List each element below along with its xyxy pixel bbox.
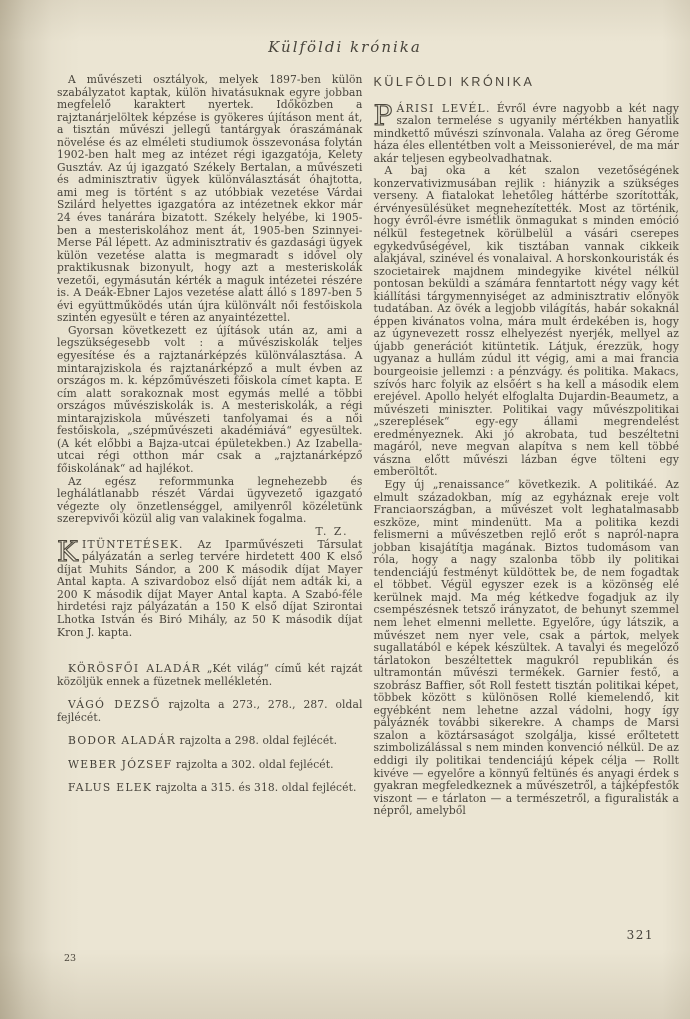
paragraph-paris-letter xyxy=(373,98,680,166)
paris-letter-heading: ÁRISI LEVÉL. xyxy=(396,101,491,115)
notice-vago xyxy=(57,699,363,724)
notice-bodor-text: rajzolta a 298. oldal fejlécét. xyxy=(176,734,338,748)
paris-letter-body: Évről évre nagyobb a két nagy szalon termelése s ugyanily mértékben hanyatlik mindkettő művészi színvonala. Valaha az öreg Gérome háza éles ellentétben volt a Meissonierével, de ma már akár teljesen egybeolvadhatnak. xyxy=(373,101,679,165)
paragraph-art-departments: A művészeti osztályok, melyek 1897-ben külön szabályzatot kaptak, külön hivatásuknak egyre jobban megfelelő karaktert nyertek. Időközben a rajztanárjelöltek képzése is gyökeres újításon ment át, a tisztán művészi jellegű tantárgyak óraszámának növelése és az elméleti studiumok összevonása folytán 1902-ben halt meg az intézet régi igazgatója, Kelety Gusztáv. Az új igazgató Székely Bertalan, a művészeti és adminisztrativ ügyek különválasztását óhajtotta, ami meg is történt s az utóbbiak vezetése Várdai Szilárd helyettes igazgatóra az intézetnek ekkor már 24 éves tanárára bizatott. Székely helyébe, ki 1905-ben a mesteriskolához ment át, 1905-ben Szinnyei-Merse Pál lépett. Az adminisztrativ és gazdasági ügyek külön vezetése alatta is megmaradt s idővel oly praktikusnak bizonyult, hogy azt a mesteriskolák vezetői, egymásután kérték a maguk intézetei részére is. A Deák-Ebner Lajos vezetése alatt álló s 1897-ben 5 évi együttműködés után újra különvált női festőiskola szintén egyesült e téren az anyaintézettel. xyxy=(57,73,363,325)
notice-falus xyxy=(57,782,363,795)
paragraph-reform-work-text: Az egész reformmunka legnehezebb és leghálátlanabb részét Várdai ügyvezető igazgató végezte oly önzetlenséggel, amilyenről közéletünk szerepvivői közül alig van valakinek fogalma. xyxy=(57,474,363,526)
notice-korosfoi xyxy=(57,663,363,688)
notice-falus-name: FALUS ELEK xyxy=(68,781,153,795)
awards-heading: ITÜNTETÉSEK. xyxy=(82,537,184,551)
awards-body: Az Iparművészeti Társulat pályázatán a serleg tervére hirdetett 400 K első díjat Muhits Sándor, a 200 K második díjat Mayer Antal kapta. A szivardoboz első díját nem adták ki, a 200 K második díjat Mayer Antal kapta. A Szabó-féle hirdetési rajz pályázatán a 150 K első díjat Szirontai Lhotka István és Biró Mihály, az 50 K második díjat Kron J. kapta. xyxy=(57,537,363,639)
notice-korosfoi-text: „Két világ“ című két rajzát közöljük ennek a füzetnek mellékletén. xyxy=(57,662,363,688)
paragraph-reform-work xyxy=(57,474,363,538)
section-heading-kulfoldi-kronika: KÜLFÖLDI KRÓNIKA xyxy=(373,75,535,89)
section-gap xyxy=(57,639,363,652)
page-number-left: 23 xyxy=(64,953,77,964)
notice-weber xyxy=(57,759,363,772)
two-column-layout xyxy=(57,74,679,818)
notice-vago-name: VÁGÓ DEZSŐ xyxy=(68,698,161,712)
notice-bodor xyxy=(57,735,363,748)
right-column xyxy=(374,74,680,818)
paragraph-new-renaissance: Egy új „renaissance“ következik. A politikáé. Az elmult századokban, míg az egyháznak ereje volt Franciaországban, a művészet volt leghatalmasabb eszköze, mint mindenütt. Ma a politika kezdi felismerni a művészetben rejlő erőt s napról-napra jobban kisajátítja magának. Biztos tudomásom van róla, hogy a nagy szalonba több ily politikai tendenciájú festményt küldöttek be, de nem fogadtak el többet. Végül egyszer ezek is a közönség elé kerülnek majd. Ma még kétkedve fogadjuk az ily csempészésnek tetsző irányzatot, de behunyt szemmel nem lehet elmenni mellette. Egyelőre, úgy látszik, a művészet nem nyer vele, csak a pártok, melyek sugallatából e képek készültek. A tavalyi és megelőző tárlatokon beszéltettek magukról republikán és ultramontán művészi termékek. Garnier festő, a szobrász Baffier, sőt Roll festett tisztán politikai képet, többek között s különösen Rollé kiemelendő, kit egyébként nem lehetne azzal vádolni, hogy így pályáznék további sikerekre. A champs de Marsi szalon a köztársaságot szolgálja, kissé erőltetett szimbolizálással s nem minden konvenció nélkül. De az eddigi ily politikai tendenciájú képek célja — Rollt kivéve — egyelőre a könnyű feltünés és anyagi érdek s gyakran megfeledkeznek a művészetről, a tájképfestők viszont — e tárlaton — a természetről, a figuralisták a népről, amelyből xyxy=(373,477,679,818)
left-column xyxy=(57,74,363,818)
notice-korosfoi-name: KÖRÖSFŐI ALADÁR xyxy=(68,662,202,676)
paragraph-salon-conservatism: A baj oka a két szalon vezetőségének konzervativizmusában rejlik : hiányzik a szükséges verseny. A fiatalokat lehetőleg háttérbe szorították, érvényesülésüket megnehezítették. Most az történik, hogy évről-évre ismétlik önmagukat s minden emóció nélkül festegetnek körülbelül a vásári cserepes egykedvűségével, kik tisztában vannak cikkeik alakjával, szinével és vonalaival. A horskonkouristák és szocietairek majdnem mindegyike kivétel nélkül pontosan beküldi a számára fenntartott négy vagy két kiállítási tárgymennyiséget az adminisztrativ előnyök tudatában. Az övék a legjobb világítás, habár sokaknál éppen kivánatos volna, mára mult érdekében is, hogy az úgynevezett rossz elhelyezést nyerjék, mellyel az újabb generációt kitüntetik. Látjuk, érezzük, hogy ugyanaz a hullám zúdul itt végig, ami a mai francia bourgeoisie jellemzi : a pénzvágy. és politika. Makacs, szívós harc folyik az elsőért s ha kell a második elem erejével. Apollo helyét elfoglalta Dujardin-Beaumetz, a művészeti miniszter. Politikai vagy művészpolitikai „szereplések“ egy-egy állami megrendelést eredményeznek. Aki jó akrobata, tud beszéltetni magáról, neve megvan alapítva s nem kell többé vászna előtt művészi lázban égve tölteni egy emberöltőt. xyxy=(373,164,679,479)
notice-weber-text: rajzolta a 302. oldal fejlécét. xyxy=(172,757,334,771)
dropcap-K: K xyxy=(57,534,79,568)
notice-weber-name: WEBER JÓZSEF xyxy=(68,757,173,771)
paragraph-reforms: Gyorsan következett ez újítások után az, ami a legszükségesebb volt : a művésziskolák teljes egyesítése és a rajztanárképzés különválasztása. A mintarajziskola és rajztanárképző a mult évben az országos m. k. képzőművészeti főiskola címet kapta. E cím alatt sorakoznak most egymás mellé a többi országos művésziskolák is. A mesteriskolák, a régi mintarajziskola művészeti tanfolyamai és a női festőiskola, „szépművészeti akadémiává“ egyesültek. (A két előbbi a Bajza-utcai épületekben.) Az Izabella-utcai régi otthon már csak a „rajztanárképző főiskolának“ ad hajlékot. xyxy=(57,323,363,475)
author-initials: T. Z. xyxy=(315,524,349,538)
notice-bodor-name: BODOR ALADÁR xyxy=(68,734,177,748)
running-header: Külföldi krónika xyxy=(268,38,422,56)
notice-vago-text: rajzolta a 273., 278., 287. oldal fejlécét. xyxy=(57,698,363,724)
page-number-right: 321 xyxy=(626,928,654,942)
paragraph-awards xyxy=(57,534,363,639)
notice-falus-text: rajzolta a 315. és 318. oldal fejlécét. xyxy=(152,781,357,795)
dropcap-P: P xyxy=(373,98,393,132)
